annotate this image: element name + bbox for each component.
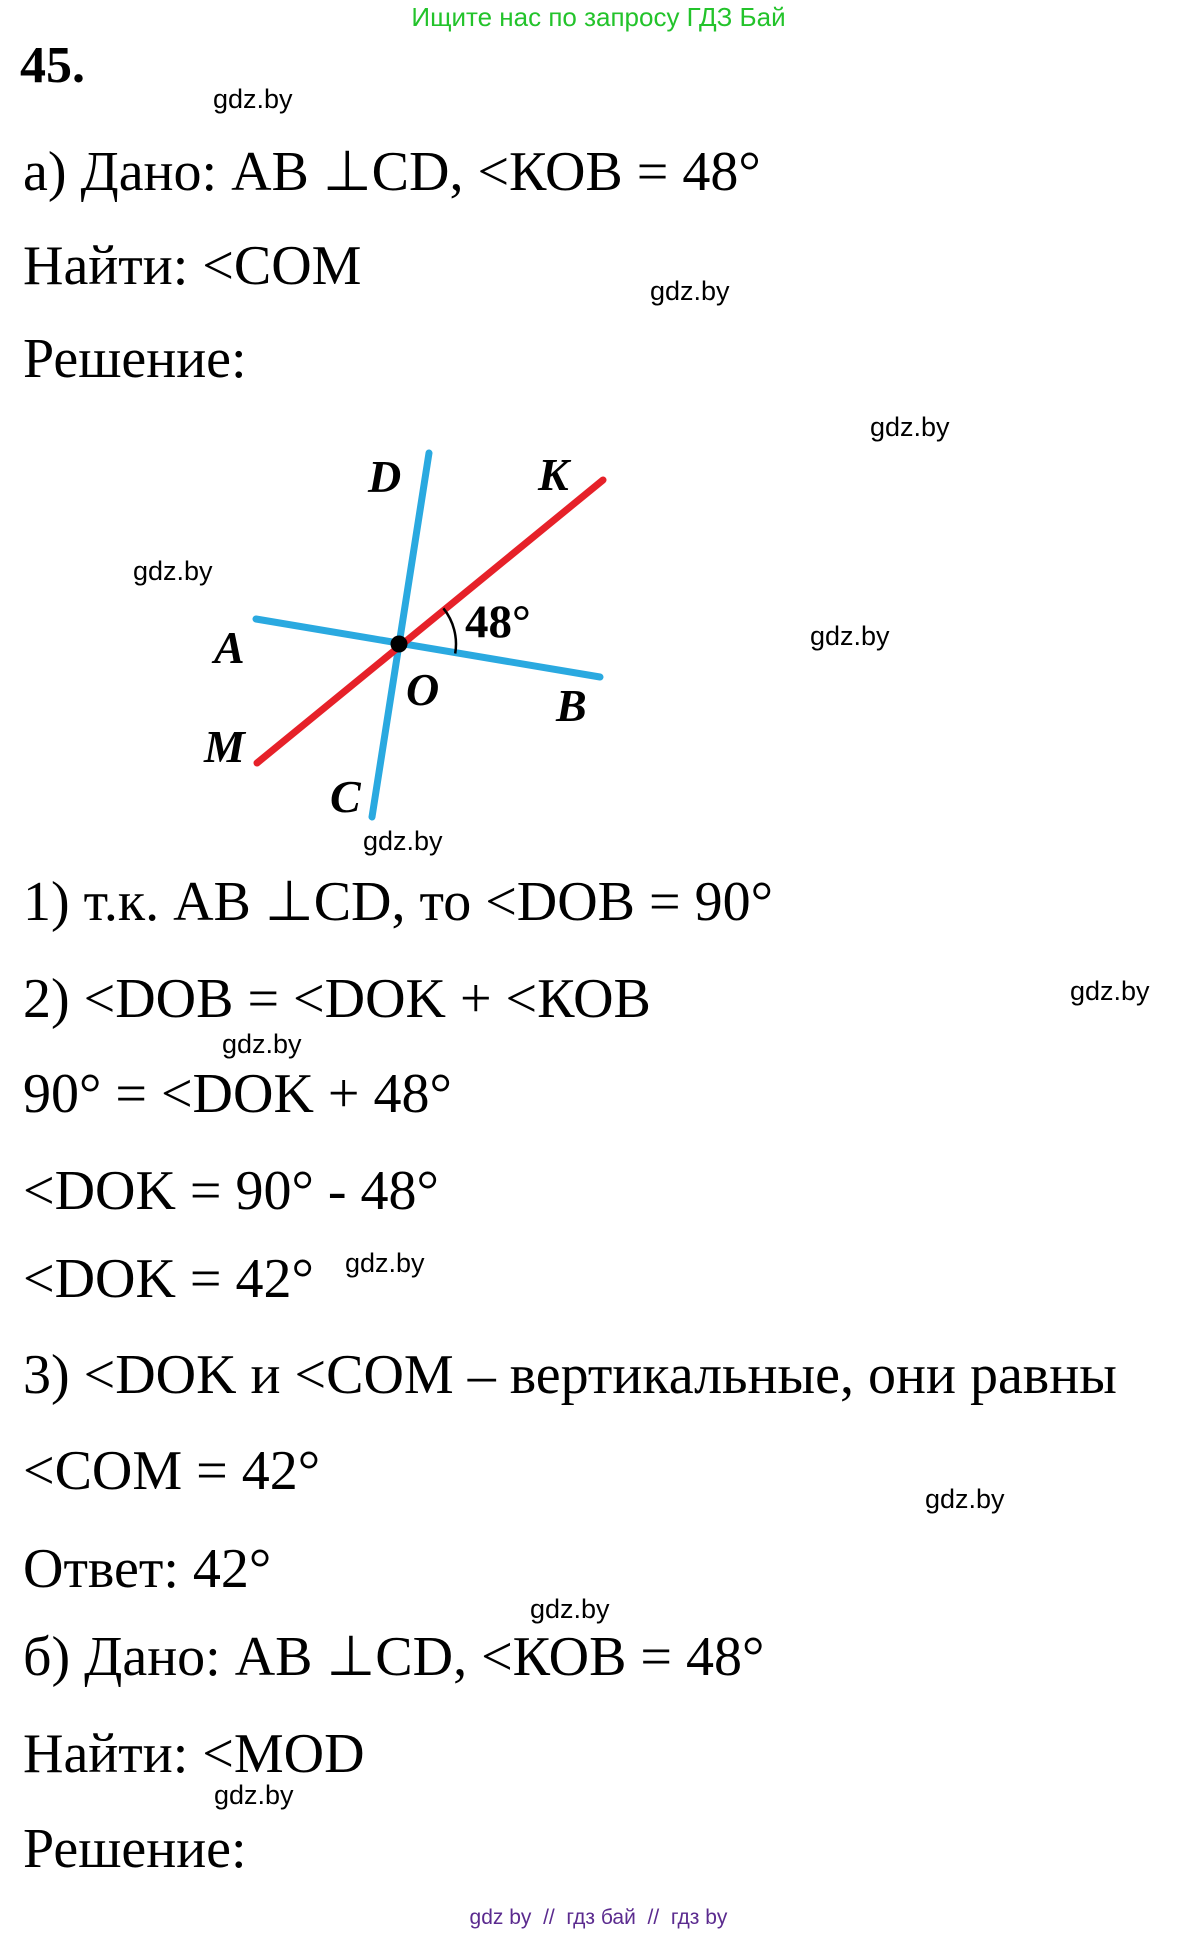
promo-banner: Ищите нас по запросу ГДЗ Бай bbox=[411, 2, 786, 32]
watermark-gdz: gdz.by bbox=[363, 826, 443, 856]
watermark-gdz: gdz.by bbox=[1070, 976, 1150, 1006]
step-line: <DOK = 42° bbox=[23, 1248, 314, 1310]
label-c: C bbox=[330, 771, 361, 822]
label-b: B bbox=[556, 680, 587, 731]
footer-links: gdz by // гдз бай // гдз by bbox=[469, 1906, 728, 1929]
find-a-line: Найти: <СОМ bbox=[23, 235, 362, 297]
watermark-gdz: gdz.by bbox=[214, 1780, 294, 1810]
watermark-gdz: gdz.by bbox=[222, 1029, 302, 1059]
label-a: A bbox=[214, 622, 245, 673]
geometry-diagram bbox=[150, 430, 670, 830]
problem-number: 45. bbox=[20, 37, 85, 94]
step-line: 90° = <DOK + 48° bbox=[23, 1063, 452, 1125]
given-a-line: а) Дано: АВ ⊥CD, <КОВ = 48° bbox=[23, 141, 761, 203]
given-b-line: б) Дано: АВ ⊥CD, <КОВ = 48° bbox=[23, 1626, 765, 1688]
answer-line: Ответ: 42° bbox=[23, 1538, 272, 1600]
step-line: <DOK = 90° - 48° bbox=[23, 1160, 439, 1222]
point-o-dot bbox=[391, 636, 408, 653]
angle-arc bbox=[443, 608, 456, 653]
label-d: D bbox=[368, 451, 402, 502]
solution-a-label: Решение: bbox=[23, 328, 247, 390]
step-line: 1) т.к. АВ ⊥CD, то <DOB = 90° bbox=[23, 871, 774, 933]
watermark-gdz: gdz.by bbox=[925, 1484, 1005, 1514]
line-dc bbox=[372, 453, 429, 817]
find-b-line: Найти: <MOD bbox=[23, 1723, 365, 1785]
step-line: 3) <DOK и <СОМ – вертикальные, они равны bbox=[23, 1344, 1117, 1406]
watermark-gdz: gdz.by bbox=[810, 621, 890, 651]
label-k: K bbox=[538, 449, 569, 500]
angle-value-label: 48° bbox=[465, 596, 531, 648]
watermark-gdz: gdz.by bbox=[213, 84, 293, 114]
solution-b-label: Решение: bbox=[23, 1818, 247, 1880]
step-line: 2) <DOB = <DOK + <КОВ bbox=[23, 968, 651, 1030]
label-o: O bbox=[406, 664, 440, 715]
watermark-gdz: gdz.by bbox=[345, 1248, 425, 1278]
line-km bbox=[257, 480, 603, 763]
watermark-gdz: gdz.by bbox=[870, 412, 950, 442]
step-line: <СОМ = 42° bbox=[23, 1440, 321, 1502]
watermark-gdz: gdz.by bbox=[650, 276, 730, 306]
watermark-gdz: gdz.by bbox=[133, 556, 213, 586]
watermark-gdz: gdz.by bbox=[530, 1594, 610, 1624]
label-m: M bbox=[204, 721, 245, 772]
